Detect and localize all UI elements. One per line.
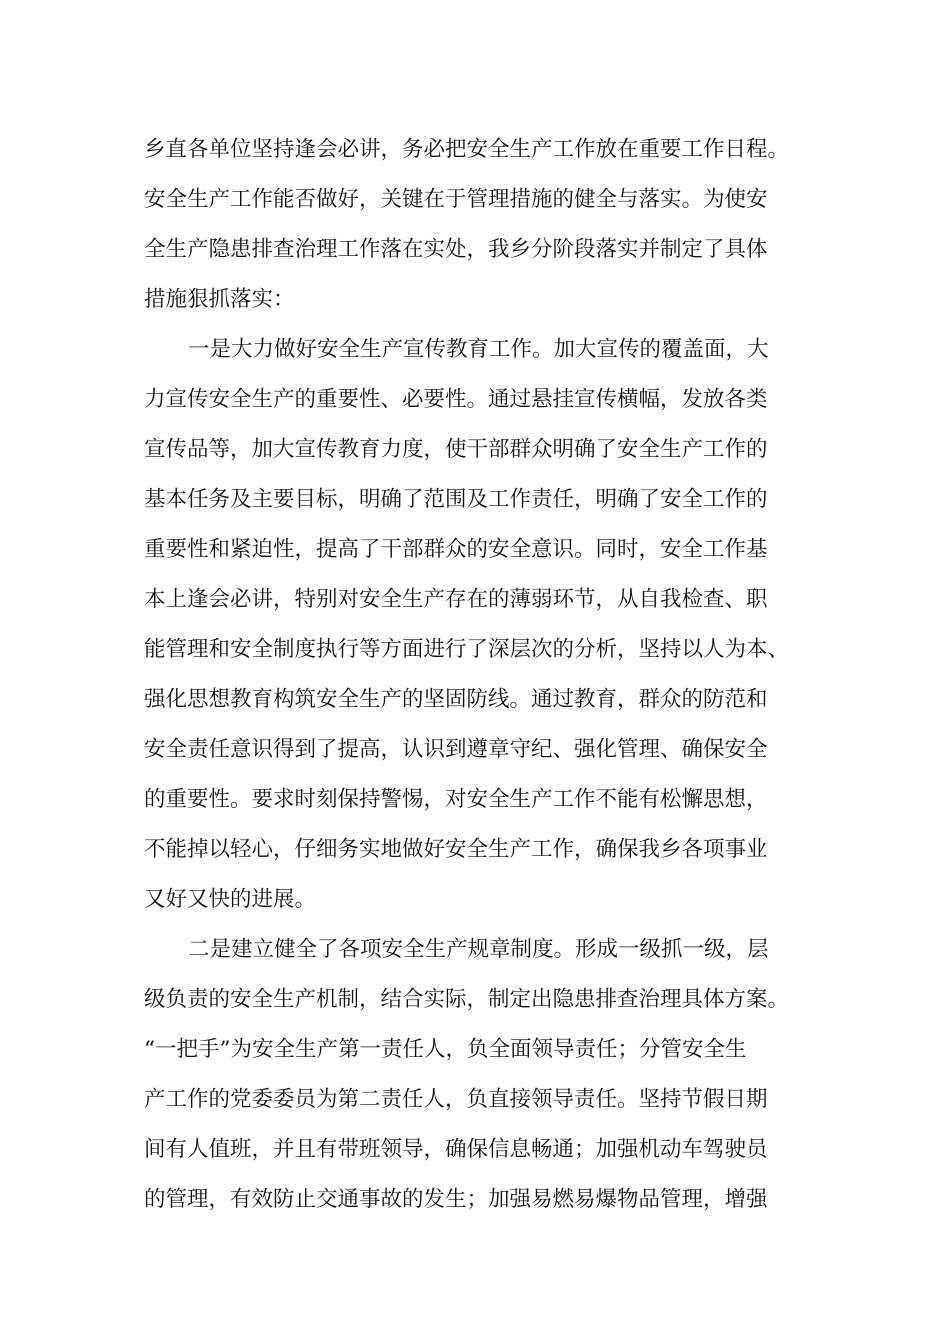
text-line: 能管理和安全制度执行等方面进行了深层次的分析，坚持以人为本、 xyxy=(144,637,790,662)
text-line: 力宣传安全生产的重要性、必要性。通过悬挂宣传横幅，发放各类 xyxy=(144,387,768,412)
text-line: 全生产隐患排查治理工作落在实处，我乡分阶段落实并制定了具体 xyxy=(144,237,768,262)
text-line: 不能掉以轻心，仔细务实地做好安全生产工作，确保我乡各项事业 xyxy=(144,837,768,862)
paragraph-first-line: 一是大力做好安全生产宣传教育工作。加大宣传的覆盖面，大 xyxy=(188,337,769,362)
text-line: 安全生产工作能否做好，关键在于管理措施的健全与落实。为使安 xyxy=(144,187,768,212)
paragraph-first-line: 二是建立健全了各项安全生产规章制度。形成一级抓一级，层 xyxy=(188,937,769,962)
text-line: 级负责的安全生产机制，结合实际，制定出隐患排查治理具体方案。 xyxy=(144,987,790,1012)
text-line: 重要性和紧迫性，提高了干部群众的安全意识。同时，安全工作基 xyxy=(144,537,768,562)
text-line: 间有人值班，并且有带班领导，确保信息畅通；加强机动车驾驶员 xyxy=(144,1137,768,1162)
text-line: 乡直各单位坚持逢会必讲，务必把安全生产工作放在重要工作日程。 xyxy=(144,137,790,162)
text-line: 的重要性。要求时刻保持警惕，对安全生产工作不能有松懈思想， xyxy=(144,787,768,812)
text-line: 本上逢会必讲，特别对安全生产存在的薄弱环节，从自我检查、职 xyxy=(144,587,768,612)
text-line: 基本任务及主要目标，明确了范围及工作责任，明确了安全工作的 xyxy=(144,487,768,512)
text-line: 强化思想教育构筑安全生产的坚固防线。通过教育，群众的防范和 xyxy=(144,687,768,712)
text-line: 安全责任意识得到了提高，认识到遵章守纪、强化管理、确保安全 xyxy=(144,737,768,762)
text-line: 产工作的党委委员为第二责任人，负直接领导责任。坚持节假日期 xyxy=(144,1087,768,1112)
text-line: “一把手”为安全生产第一责任人，负全面领导责任；分管安全生 xyxy=(144,1037,747,1062)
text-line: 的管理，有效防止交通事故的发生；加强易燃易爆物品管理，增强 xyxy=(144,1187,768,1212)
text-line: 又好又快的进展。 xyxy=(144,887,317,912)
text-line: 措施狠抓落实： xyxy=(144,287,295,312)
text-line: 宣传品等，加大宣传教育力度，使干部群众明确了安全生产工作的 xyxy=(144,437,768,462)
